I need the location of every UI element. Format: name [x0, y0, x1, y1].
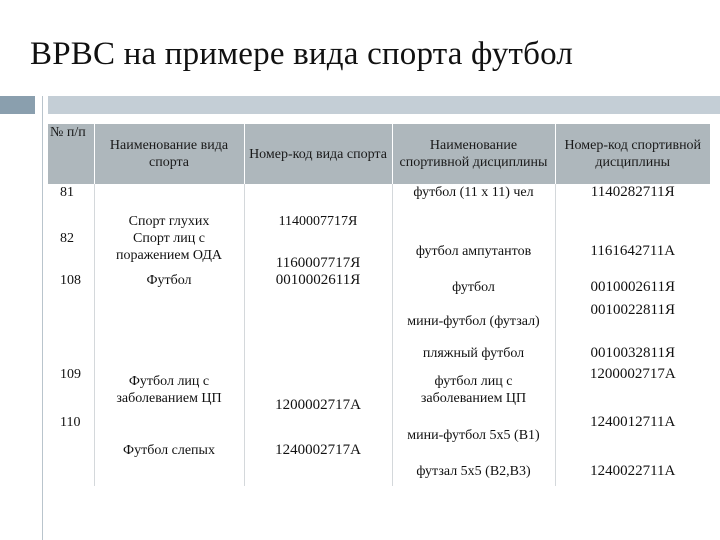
header-discipline-name: Наименование спортивной дисциплины: [392, 124, 555, 184]
discipline-code: 1240022711А: [590, 462, 676, 479]
sport-code: 0010002611Я: [244, 272, 392, 366]
sport-name: Футбол: [94, 272, 244, 366]
table-row: [48, 184, 710, 230]
page-title: ВРВС на примере вида спорта футбол: [30, 36, 574, 72]
discipline-code: 1140282711Я: [590, 184, 675, 200]
table-header-row: [48, 124, 710, 184]
discipline-name: мини-футбол 5x5 (B1): [392, 414, 555, 456]
sport-code: 1140007717Я: [244, 184, 392, 230]
sport-code: 1160007717Я: [244, 230, 392, 272]
discipline-name: футзал 5x5 (B2,B3): [392, 456, 555, 486]
header-num: № п/п: [48, 124, 94, 184]
header-sport-name: Наименование вида спорта: [94, 124, 244, 184]
sport-name: Спорт лиц с поражением ОДА: [94, 230, 244, 272]
discipline-code: 0010022811Я: [590, 302, 675, 318]
sport-disciplines-table: [48, 124, 710, 486]
decorative-line: [42, 96, 43, 540]
decorative-square: [0, 96, 35, 114]
row-num: 81: [48, 184, 94, 230]
sport-name: Футбол лиц с заболеванием ЦП: [94, 366, 244, 414]
header-discipline-code: Номер-код спортивной дисциплины: [555, 124, 710, 184]
table-row: [48, 414, 710, 456]
sport-code: 1200002717А: [244, 366, 392, 414]
discipline-name: футбол лиц с заболеванием ЦП: [392, 366, 555, 414]
discipline-name: футбол (11 x 11) чел: [392, 184, 555, 230]
discipline-code: 1200002717А: [589, 366, 676, 382]
discipline-name: пляжный футбол: [392, 340, 555, 366]
table-row: [48, 230, 710, 272]
discipline-code: 1161642711А: [590, 242, 676, 259]
row-num: 108: [48, 272, 94, 366]
sport-name: Футбол слепых: [94, 414, 244, 486]
discipline-name: мини-футбол (футзал): [392, 302, 555, 340]
row-num: 82: [48, 230, 94, 272]
decorative-bar: [48, 96, 720, 114]
discipline-name: футбол: [392, 272, 555, 302]
discipline-code: 0010002611Я: [590, 278, 675, 295]
discipline-code: 1240012711А: [590, 414, 676, 430]
sport-code: 1240002717А: [244, 414, 392, 486]
header-sport-code: Номер-код вида спорта: [244, 124, 392, 184]
table-row: [48, 366, 710, 414]
discipline-name: футбол ампутантов: [392, 230, 555, 272]
row-num: 110: [48, 414, 94, 486]
row-num: 109: [48, 366, 94, 414]
sport-name: Спорт глухих: [94, 184, 244, 230]
discipline-code: 0010032811Я: [590, 344, 675, 361]
table-row: [48, 272, 710, 302]
